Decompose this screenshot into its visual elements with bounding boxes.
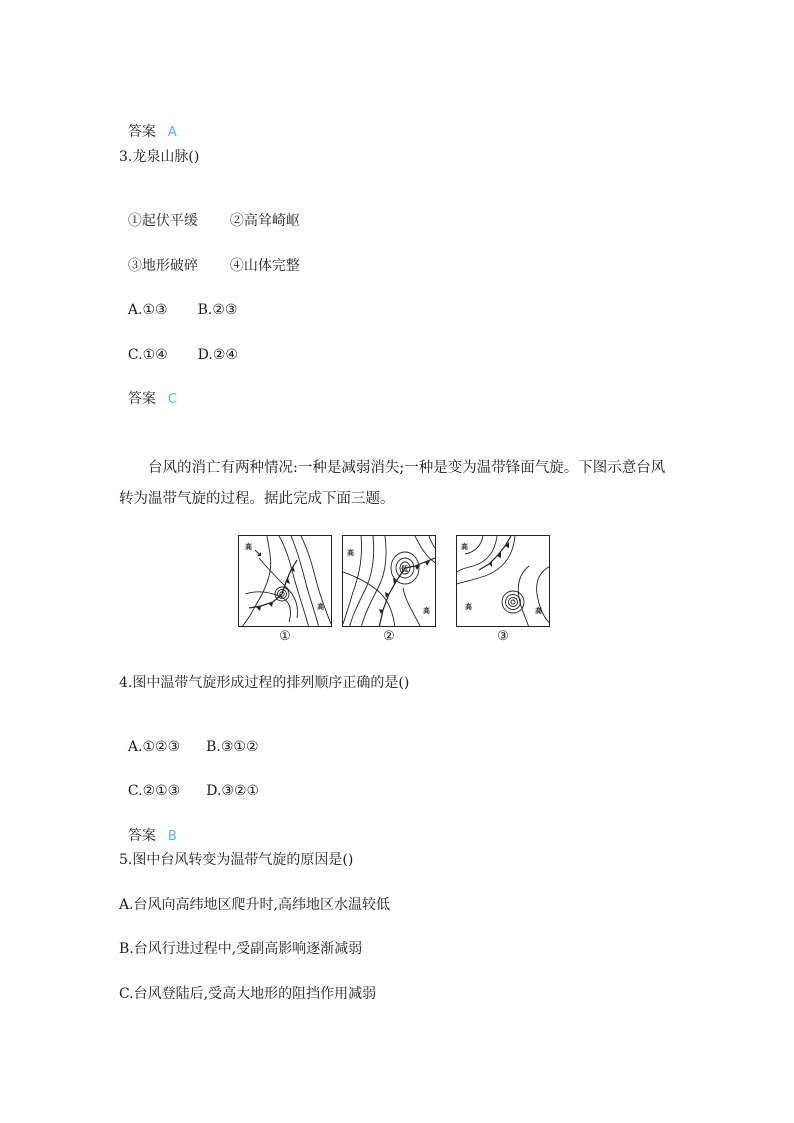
option-1: ①起伏平缓 bbox=[127, 213, 198, 229]
choice-d: D.②④ bbox=[197, 347, 238, 363]
option-3: ③地形破碎 bbox=[127, 258, 198, 274]
high-pressure-label: 高 bbox=[461, 543, 468, 551]
question-4-choices-row2 bbox=[119, 761, 259, 801]
question-3-choices-row1 bbox=[119, 280, 237, 320]
typhoon-transition-figure bbox=[238, 535, 558, 647]
passage bbox=[119, 453, 679, 515]
answer-row-q4 bbox=[119, 806, 177, 847]
passage-line-1: 台风的消亡有两种情况:一种是减弱消失;一种是变为温带锋面气旋。下图示意台风 bbox=[148, 460, 666, 476]
high-pressure-label: 高 bbox=[535, 607, 542, 615]
answer-row-q3 bbox=[119, 369, 177, 410]
question-5-stem: 5.图中台风转变为温带气旋的原因是() bbox=[119, 852, 354, 868]
answer-row-q2 bbox=[119, 102, 177, 143]
high-pressure-label: 高 bbox=[423, 607, 430, 615]
figure-caption-3: ③ bbox=[497, 629, 509, 644]
question-3-options-row1 bbox=[119, 191, 300, 231]
answer-value: B bbox=[167, 829, 177, 844]
figure-caption-2: ② bbox=[383, 629, 395, 644]
question-3-options-row2 bbox=[119, 236, 300, 276]
question-5-option-a: A.台风向高纬地区爬升时,高纬地区水温较低 bbox=[119, 897, 391, 913]
option-2: ②高耸崎岖 bbox=[229, 213, 300, 229]
answer-label: 答案 bbox=[127, 124, 156, 140]
high-pressure-label: 高 bbox=[465, 603, 472, 611]
low-pressure-label: 低 bbox=[401, 565, 408, 573]
high-pressure-label: 高 bbox=[245, 543, 252, 551]
isobar-map-1 bbox=[239, 536, 332, 627]
answer-label: 答案 bbox=[127, 391, 156, 407]
high-pressure-label: 高 bbox=[347, 549, 354, 557]
high-pressure-label: 高 bbox=[317, 603, 324, 611]
weather-map-1 bbox=[238, 535, 332, 627]
passage-line-2: 转为温带气旋的过程。据此完成下面三题。 bbox=[119, 491, 395, 507]
answer-value: A bbox=[167, 125, 177, 140]
choice-b: B.③①② bbox=[206, 739, 259, 755]
question-4-choices-row1 bbox=[119, 717, 259, 757]
answer-value: C bbox=[167, 392, 177, 407]
question-5-option-b: B.台风行进过程中,受副高影响逐渐减弱 bbox=[119, 941, 363, 957]
option-4: ④山体完整 bbox=[229, 258, 300, 274]
choice-d: D.③②① bbox=[206, 783, 260, 799]
weather-map-3 bbox=[456, 535, 550, 627]
question-4-stem: 4.图中温带气旋形成过程的排列顺序正确的是() bbox=[119, 675, 410, 691]
choice-c: C.②①③ bbox=[127, 783, 181, 799]
choice-c: C.①④ bbox=[127, 347, 168, 363]
question-3-stem: 3.龙泉山脉() bbox=[119, 149, 200, 165]
answer-label: 答案 bbox=[127, 828, 156, 844]
question-5-option-c: C.台风登陆后,受高大地形的阻挡作用减弱 bbox=[119, 986, 377, 1002]
figure-caption-1: ① bbox=[279, 629, 291, 644]
weather-map-2 bbox=[342, 535, 436, 627]
choice-a: A.①②③ bbox=[127, 739, 181, 755]
choice-b: B.②③ bbox=[197, 302, 238, 318]
choice-a: A.①③ bbox=[127, 302, 168, 318]
question-3-choices-row2 bbox=[119, 325, 238, 365]
